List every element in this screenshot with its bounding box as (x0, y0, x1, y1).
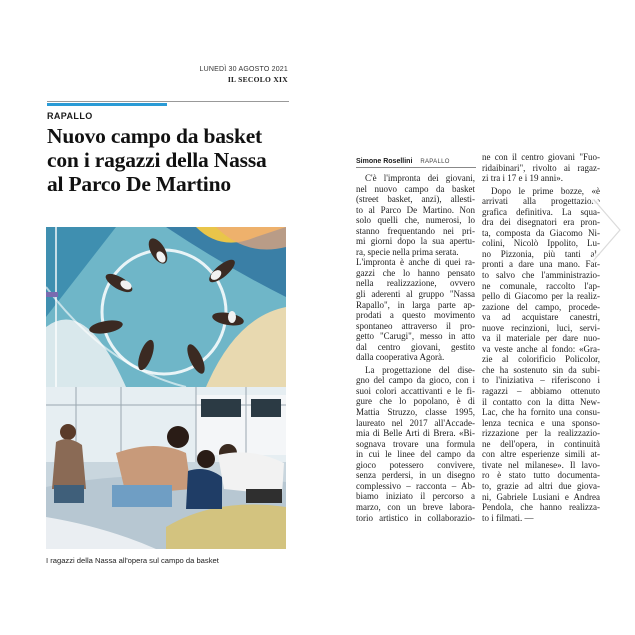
article-text-line: colini, Nicolò Ippolito, Lu- (482, 238, 600, 249)
headline-line: Nuovo campo da basket (47, 124, 263, 148)
article-text-line: complessivo – racconta – Ab- (356, 480, 475, 491)
article-text-line: in cui le linee del campo da (356, 449, 475, 460)
article-text-line: suoi colori accattivanti e le fi- (356, 385, 475, 396)
article-text-line: Lac, che ha fornito una consu- (482, 407, 600, 418)
article-text-line: ne comunale, raccolto l'ap- (482, 280, 600, 291)
article-text-line: laureato nel 2017 all'Accade- (356, 417, 475, 428)
article-text-line: arrivati alla progettazione (482, 196, 600, 207)
article-text-line: to i filmati. — (482, 512, 534, 523)
chevron-right-icon[interactable] (590, 196, 624, 264)
headline-line: al Parco De Martino (47, 172, 231, 196)
headline (47, 124, 297, 196)
article-text-line: prodati a questo movimento (356, 310, 475, 321)
article-text-line: gli aderenti al gruppo "Nassa (356, 289, 475, 300)
article-text-line: il contatto con la ditta New- (482, 396, 600, 407)
article-text-line: zazione del campo, procede- (482, 301, 600, 312)
headline-line: con i ragazzi della Nassa (47, 148, 267, 172)
article-text-line: gazzi che lo hanno pensato (356, 267, 475, 278)
article-text-line: dra dei disegnatori era pron- (482, 217, 600, 228)
article-column-1 (356, 173, 475, 523)
article-text-line: getto "Carugi", messo in atto (356, 331, 475, 342)
article-text-line: ne con il centro giovani "Fuo- (482, 152, 600, 162)
article-text-line: pello di Giacomo per la realiz- (482, 291, 600, 302)
article-text-line: to, grazie ad altri due giova- (482, 480, 600, 491)
article-text-line: nella realizzazione, ovvero (356, 278, 475, 289)
masthead (192, 66, 288, 84)
article-text-line: spontaneo attraverso il pro- (356, 320, 475, 331)
article-text-line: dalla cooperativa Agorà. (356, 352, 445, 363)
article-text-line: va il materiale per dare nuo- (482, 333, 600, 344)
article-text-line: zie al colorificio Policolor, (482, 354, 600, 365)
article-text-line: pronti a dare una mano. Fat- (482, 259, 600, 270)
photo-caption: I ragazzi della Nassa all'opera sul campo da basket (46, 556, 219, 565)
article-text-line: ni, Gabriele Lusiani e Andrea (482, 491, 600, 502)
article-text-line: nel nuovo campo da basket (356, 183, 475, 194)
article-text-line: gioco potessero convivere, (356, 459, 475, 470)
article-text-line: sognava trovare una formula (356, 438, 475, 449)
article-text-line: tivate nel milanese». Il lavo- (482, 459, 600, 470)
article-column-2 (482, 152, 600, 523)
article-text-line: ro è stato tutto documenta- (482, 470, 600, 481)
article-text-line: mi giorni dopo la sua apertu- (356, 236, 475, 247)
article-text-line: gure che lo popolano, è di (356, 396, 475, 407)
article-text-line: C'è l'impronta dei giovani, (365, 173, 475, 183)
article-text-line: to al Parco De Martino. Non (356, 204, 475, 215)
article-text-line: no Pizzonia, più tanti al- (482, 248, 600, 259)
article-text-line: to l'iniziativa – riferiscono i (482, 375, 600, 386)
article-text-line: va veste anche al fondo: «Gra- (482, 343, 600, 354)
article-text-line: rizzazione per la realizzazio- (482, 428, 600, 439)
byline-author: Simone Rosellini (356, 158, 413, 165)
article-text-line: gno del campo da gioco, con i (356, 375, 475, 386)
article-text-line: solo quelli che, numerosi, lo (356, 215, 475, 226)
article-text-line: Dopo le prime bozze, «è (491, 185, 600, 196)
article-text-line: biamo iniziato il percorso a (356, 491, 475, 502)
article-text-line: lenza tecnica e una sponso- (482, 417, 600, 428)
article-text-line: Mattia Struzzo, classe 1995, (356, 407, 475, 418)
article-text-line: con altre esperienze simili at- (482, 449, 600, 460)
article-text-line: ne dell'opera, in continuità (482, 438, 600, 449)
article-text-line: Pendola, che hanno realizza- (482, 502, 600, 513)
article-photo (46, 227, 286, 549)
article-text-line: ragazzi – abbiamo ottenuto (482, 386, 600, 397)
article-text-line: ridaibinari", rivolto ai ragaz- (482, 162, 600, 173)
issue-date: LUNEDÌ 30 AGOSTO 2021 (199, 66, 288, 73)
article-text-line: va ad acquistare canestri, (482, 312, 600, 323)
article-text-line: to salvo che l'amministrazio- (482, 270, 600, 281)
article-text-line: nuove recinzioni, luci, servi- (482, 322, 600, 333)
article-text-line: marzo, con un breve labora- (356, 501, 475, 512)
article-text-line: L'impronta è anche di quei ra- (356, 257, 475, 268)
article-text-line: La progettazione del dise- (365, 364, 475, 375)
article-text-line: torio artistico in collaborazio- (356, 512, 475, 523)
photo-icon (46, 227, 286, 549)
article-text-line: (street basket, anzi), allesti- (356, 194, 475, 205)
article-text-line: mia di Belle Arti di Brera. «Bi- (356, 428, 475, 439)
article-text-line: ra, specie nella prima serata. (356, 246, 459, 257)
article-text-line: Rapallo", in larga parte ap- (356, 299, 475, 310)
article-text-line: stanno frequentando nei pri- (356, 225, 475, 236)
newspaper-name: IL SECOLO XIX (227, 75, 288, 84)
byline-place: RAPALLO (420, 159, 450, 165)
article-text-line: dal centro giovani, gestito (356, 341, 475, 352)
article-text-line: grafica definitiva. La squa- (482, 206, 600, 217)
section-accent-bar (47, 103, 167, 106)
article-text-line: zi tra i 17 e i 19 anni». (482, 173, 563, 184)
article-text-line: ta, composta da Giacomo Ni- (482, 227, 600, 238)
article-text-line: senza perdersi, in un disegno (356, 470, 475, 481)
byline (356, 158, 476, 168)
masthead-rule (47, 101, 289, 102)
section-label: RAPALLO (47, 111, 93, 121)
article-text-line: che ha sostenuto sin da subi- (482, 364, 600, 375)
